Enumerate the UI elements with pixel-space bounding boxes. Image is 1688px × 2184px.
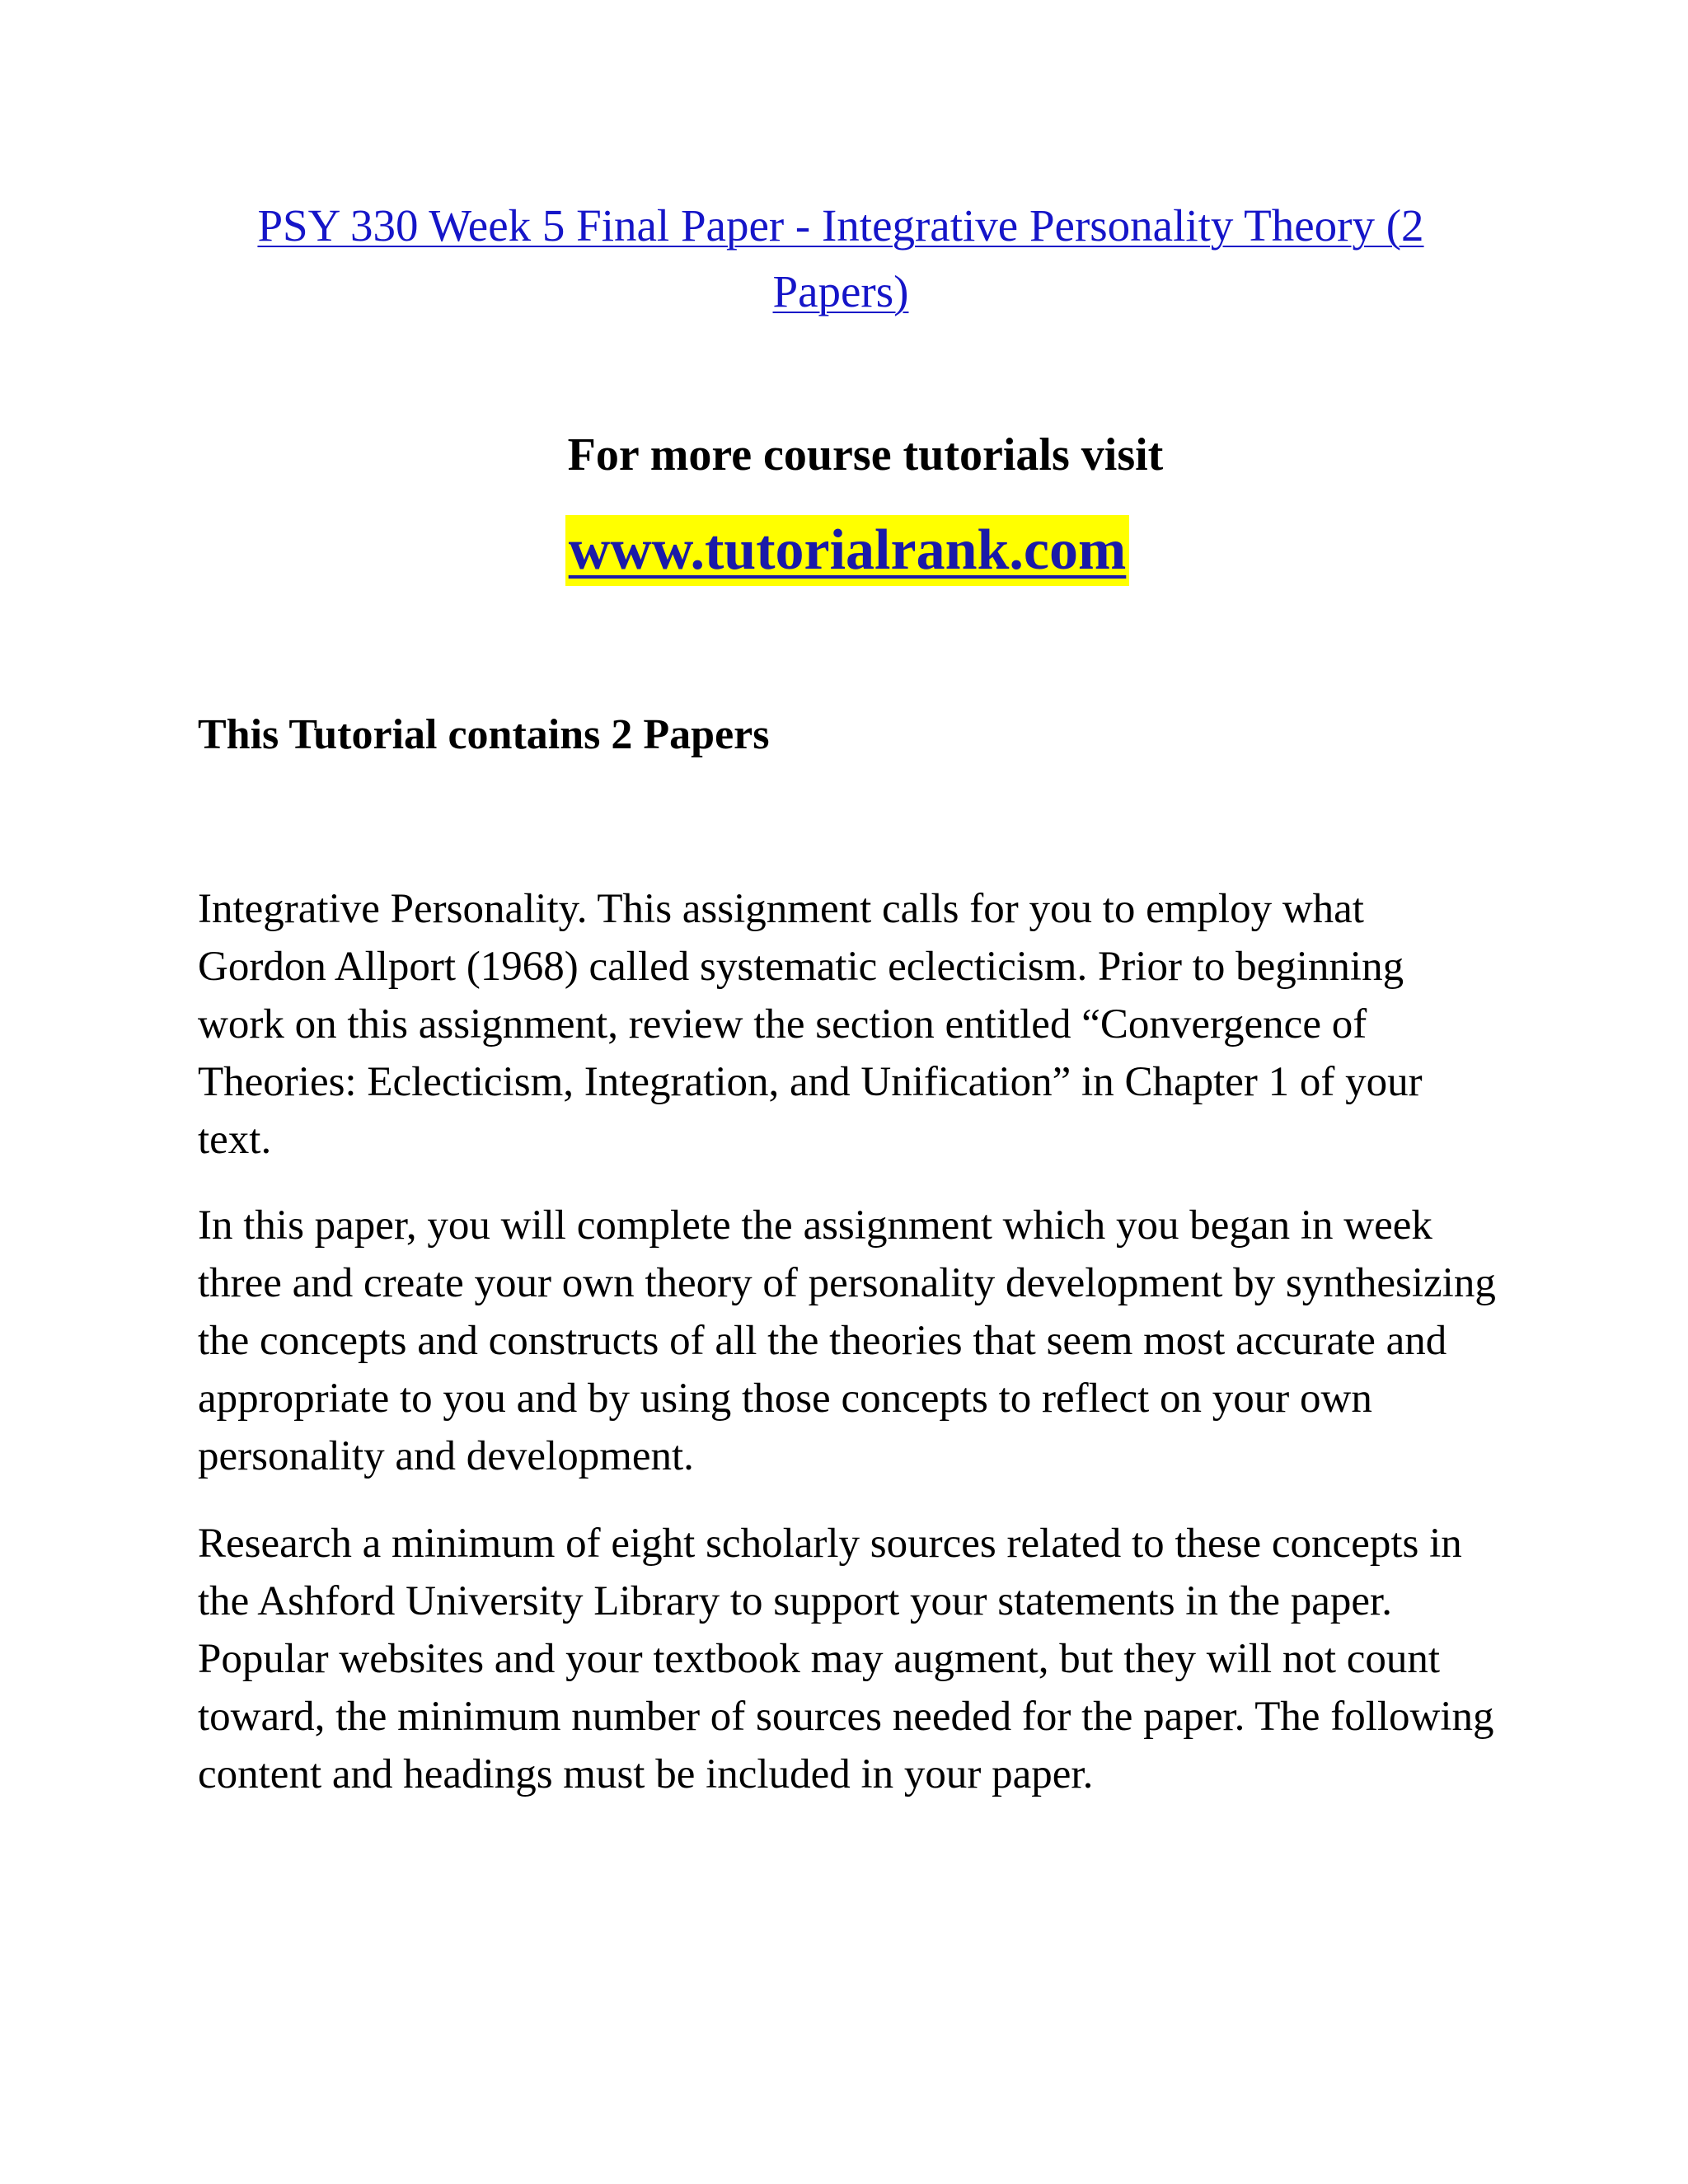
contains-heading: This Tutorial contains 2 Papers <box>198 711 770 758</box>
paragraph-3: Research a minimum of eight scholarly sources related to these concepts in the Ashford University Library to support your statements in the paper. Popular websites and your textbook may augment, but they will not count toward, the minimum number of sources needed for the paper. The following content and headings must be included in your paper. <box>198 1521 1494 1797</box>
visit-text: For more course tutorials visit <box>567 429 1164 480</box>
paragraph-2: In this paper, you will complete the assignment which you began in week three and create your own theory of personality development by synthesizing the concepts and constructs of all the theories that seem most accurate and appropriate to you and by using those concepts to reflect on your own personality and development. <box>198 1202 1496 1479</box>
title-link[interactable]: PSY 330 Week 5 Final Paper - Integrative Personality Theory (2 Papers) <box>257 200 1424 316</box>
paragraph-1: Integrative Personality. This assignment calls for you to employ what Gordon Allport (1968) called systematic eclecticism. Prior to beginning work on this assignment, review the section entitled “Convergence of Theories: Eclecticism, Integration, and Unification” in Chapter 1 of your text. <box>198 886 1423 1163</box>
site-link-container <box>0 515 1688 586</box>
site-link[interactable]: www.tutorialrank.com <box>565 515 1130 586</box>
